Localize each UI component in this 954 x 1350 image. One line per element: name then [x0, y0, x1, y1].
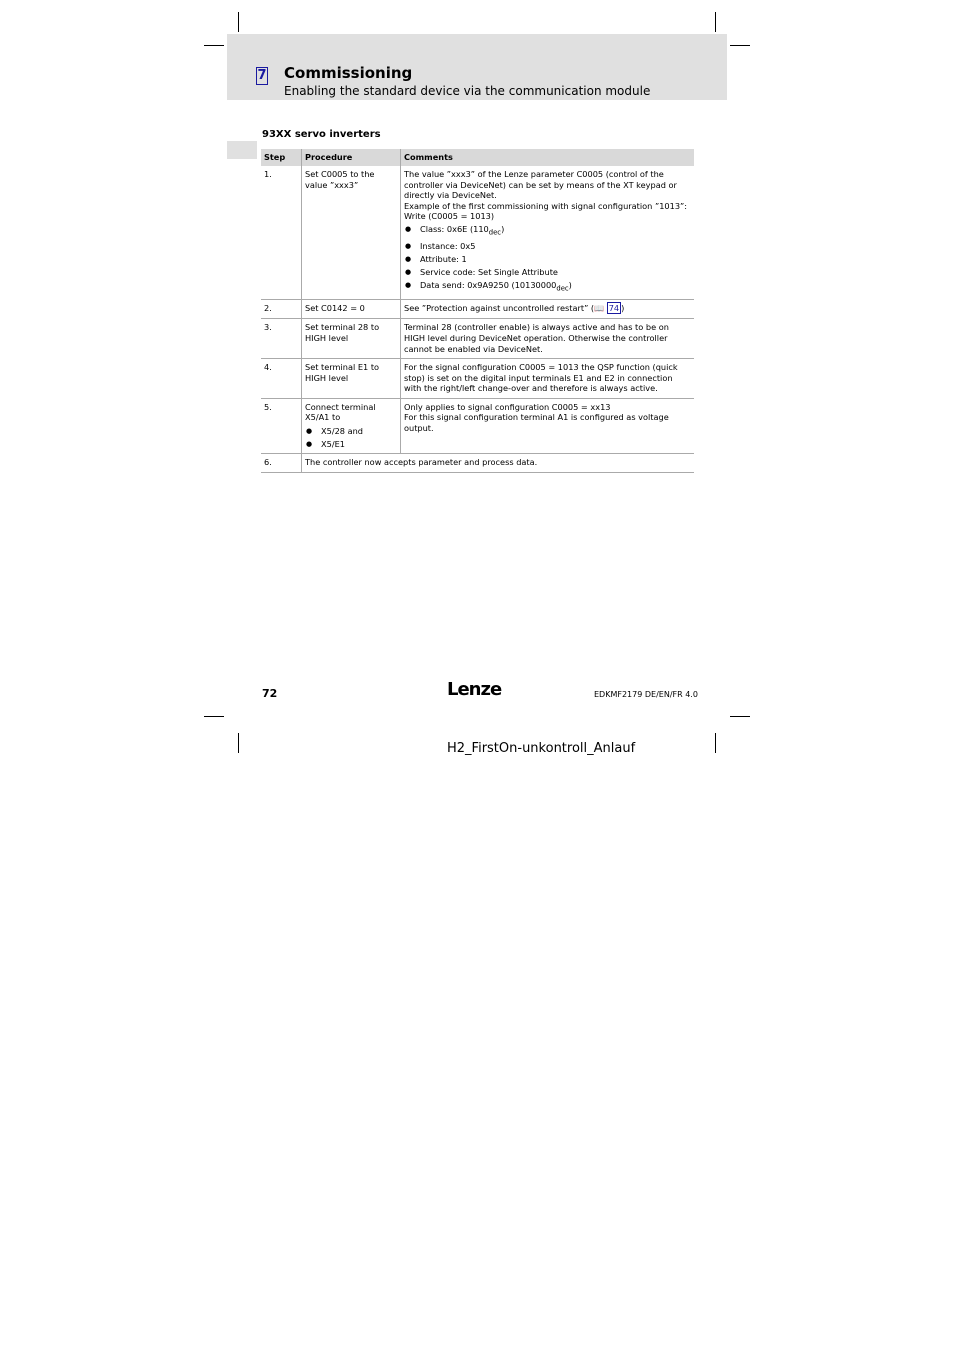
crop-mark	[238, 733, 239, 753]
comments-cell: For the signal configuration C0005 = 1013 the QSP function (quick stop) is set on the digital input terminals E1 and E2 in connection with the right/left change-over and therefore is always active.	[401, 359, 695, 399]
source-label: H2_FirstOn-unkontroll_Anlauf	[447, 741, 636, 756]
table-row	[261, 359, 694, 399]
terminal-list	[305, 426, 397, 450]
chapter-subtitle: Enabling the standard device via the communication module	[284, 84, 651, 98]
crop-mark	[730, 45, 750, 46]
comments-cell: Terminal 28 (controller enable) is always active and has to be on HIGH level during DeviceNet operation. Otherwise the controller cannot be enabled via DeviceNet.	[401, 319, 695, 359]
procedure-cell: Set terminal E1 to HIGH level	[302, 359, 401, 399]
table-row	[261, 398, 694, 453]
section-title: 93XX servo inverters	[262, 129, 381, 140]
table-row	[261, 319, 694, 359]
comments-cell	[401, 398, 695, 453]
step-number: 3.	[261, 319, 302, 359]
column-header-procedure: Procedure	[302, 149, 401, 166]
dec-subscript: dec	[488, 229, 502, 238]
step-number: 1.	[261, 166, 302, 299]
list-item: ● Class: 0x6E $(110_{dec})$	[404, 224, 691, 238]
comment-text: Example of the first commissioning with signal configuration ”1013”:	[404, 200, 688, 211]
dec-subscript: dec	[556, 285, 569, 294]
table-row	[261, 454, 694, 473]
document-id: EDKMF2179 DE/EN/FR 4.0	[594, 690, 698, 699]
step-number: 2.	[261, 299, 302, 319]
lenze-logo: Lenze	[447, 679, 502, 700]
list-item: ● Instance: 0x5	[404, 241, 691, 252]
chapter-number-link[interactable]: 7	[257, 68, 267, 83]
page-reference-link[interactable]: 74	[608, 302, 620, 313]
crop-mark	[204, 45, 224, 46]
table-row	[261, 166, 694, 299]
list-item: ● X5/28 and	[305, 426, 397, 437]
column-header-step: Step	[261, 149, 302, 166]
book-icon: 📖	[594, 303, 605, 313]
side-tab-marker	[227, 141, 257, 159]
crop-mark	[238, 12, 239, 32]
page-number: 72	[262, 687, 278, 700]
comments-cell: See ”Protection against uncontrolled restart” (📖 74 )	[401, 299, 695, 319]
chapter-title: Commissioning	[284, 64, 413, 82]
procedure-cell: Connect terminal X5/A1 to ● X5/28 and ● X5/E1	[302, 398, 401, 453]
procedure-cell: The controller now accepts parameter and process data.	[302, 454, 695, 473]
procedure-cell: Set C0005 to the value ”xxx3”	[302, 166, 401, 299]
comment-text: For this signal configuration terminal A1 is configured as voltage output.	[404, 412, 669, 434]
step-number: 4.	[261, 359, 302, 399]
commissioning-steps-table	[261, 149, 694, 473]
procedure-cell: Set terminal 28 to HIGH level	[302, 319, 401, 359]
list-item: ● X5/E1	[305, 439, 397, 450]
crop-mark	[715, 12, 716, 32]
step-number: 6.	[261, 454, 302, 473]
comment-text: Write (C0005 = 1013)	[404, 211, 495, 222]
attribute-list	[404, 224, 691, 294]
table-header-row	[261, 149, 694, 166]
comment-text: The value ”xxx3” of the Lenze parameter C0005 (control of the controller via DeviceNet) can be set by means of the XT keypad or directly via DeviceNet.	[404, 169, 677, 201]
crop-mark	[204, 716, 224, 717]
table-row	[261, 299, 694, 319]
column-header-comments: Comments	[401, 149, 695, 166]
comment-text: Only applies to signal configuration C0005 = xx13	[404, 401, 611, 412]
step-number: 5.	[261, 398, 302, 453]
list-item: ● Attribute: 1	[404, 254, 691, 265]
crop-mark	[715, 733, 716, 753]
procedure-cell: Set C0142 = 0	[302, 299, 401, 319]
comments-cell	[401, 166, 695, 299]
crop-mark	[730, 716, 750, 717]
list-item: ● Service code: Set Single Attribute	[404, 267, 691, 278]
list-item: ● Data send: 0x9A9250 $(10130000_{dec})$	[404, 280, 691, 294]
